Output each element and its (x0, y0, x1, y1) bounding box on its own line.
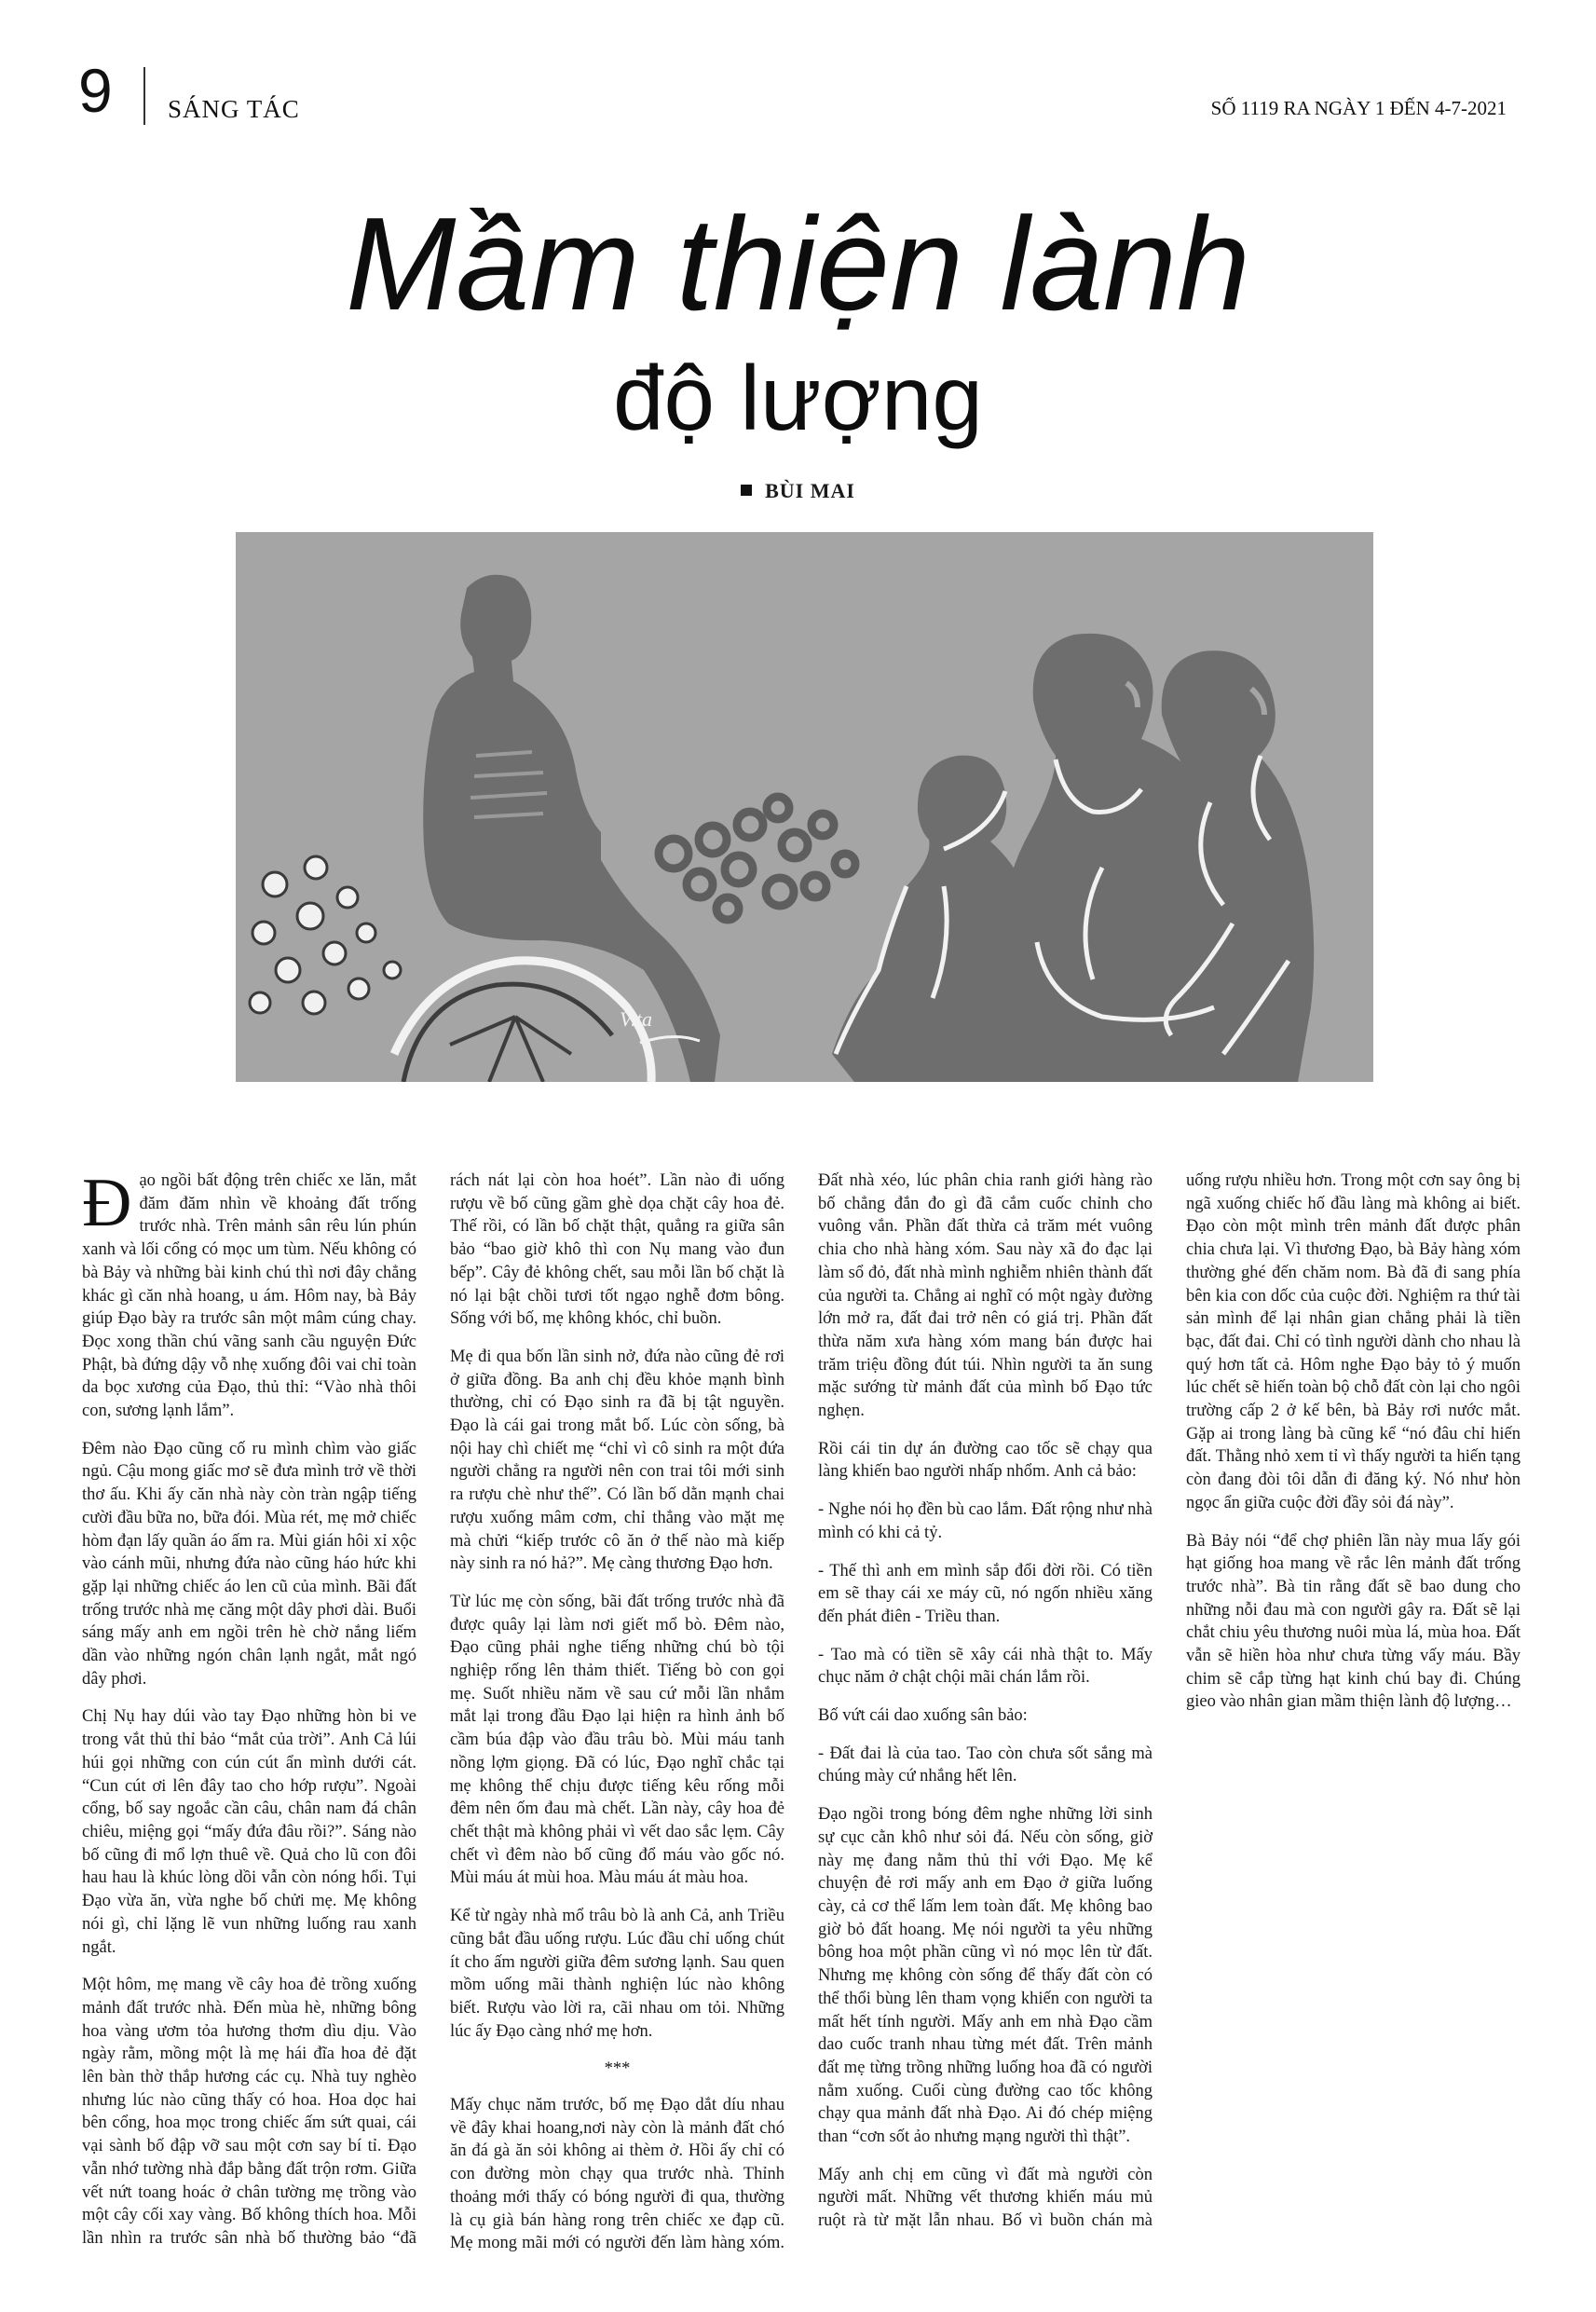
article-paragraph: Mẹ đi qua bốn lần sinh nở, đứa nào cũng đẻ rơi ở giữa đồng. Ba anh chị đều khỏe mạnh bình thường, chỉ có Đạo sinh ra đã bị tật nguyền. Đạo là cái gai trong mắt bố. Lúc còn sống, bà nội hay chì chiết mẹ “chỉ vì cô sinh ra một đứa người chẳng ra người nên con trai tôi mới sinh ra rượu chè như thế”. Có lần bố dằn mạnh chai rượu xuống mâm cơm, chỉ thẳng vào mặt mẹ mà chửi “kiếp trước cô ăn ở thế nào mà kiếp này sinh ra nó hả?”. Mẹ càng thương Đạo hơn. (450, 1347, 784, 1574)
article-paragraph: Một hôm, mẹ mang về cây hoa đẻ trồng xuống mảnh đất trước nhà. Đến mùa hè, những bông hoa vàng ươm tỏa hương thơm dìu dịu. Vào ngày rằm, mồng một là mẹ hái đĩa hoa đẻ đặt lên bàn thờ thắp hương các cụ. Nhà tuy nghèo nhưng lúc nào cũng thấy có hoa. Hoa dọc hai bên cổng, hoa mọc trong chiếc ấm sứt quai, cái vại sành bố đập vỡ sau một cơn say bí tỉ. Đạo vẫn nhớ tường nhà đắp bằng đất trộn rơm. Giữa vết nứt toang hoác ở chân tường mẹ trồng vào một cây cối xay vàng. Bố không thích hoa. Mỗi lần nhìn ra trước sân nhà bố thường bảo “đã rách nát lại còn hoa hoét”. Lần nào đi uống rượu về bố cũng gầm ghè dọa chặt cây hoa đẻ. Thế rồi, có lần bố chặt thật, quẳng ra giữa sân bảo “bao giờ khô thì con Nụ mang vào đun bếp”. Cây đẻ không chết, sau mỗi lần bố chặt là nó lại bật chồi tươi tốt ngạo nghễ đơm bông. Sống với bố, mẹ không khóc, chỉ buồn. (82, 1171, 784, 2248)
section-label: SÁNG TÁC (168, 95, 300, 123)
header-divider (143, 67, 145, 125)
issue-info: SỐ 1119 RA NGÀY 1 ĐẾN 4-7-2021 (1210, 97, 1507, 119)
article-body (82, 1165, 1521, 2255)
article-title-line-1: Mầm thiện lành (346, 190, 1250, 338)
article-paragraph: Mấy anh chị em cũng vì đất mà người còn người mất. Những vết thương khiến máu mủ ruột rà từ mặt lẫn nhau. Bố vì buồn chán mà uống rượu nhiều hơn. Trong một cơn say ông bị ngã xuống chiếc hố đầu làng mà không ai biết. Đạo còn một mình trên mảnh đất được phân chia chưa lại. Vì thương Đạo, bà Bảy hàng xóm thường ghé đến chăm nom. Bà đã đi sang phía bên kia con dốc của cuộc đời. Nghiệm ra thứ tài sản mình để lại nhân gian chẳng phải là tiền bạc, đất đai. Chỉ có tình người dành cho nhau là quý hơn tất cả. Hôm nghe Đạo bảy tỏ ý muốn lúc chết sẽ hiến toàn bộ chỗ đất còn lại cho ngôi trường cấp 2 ở kế bên, bà Bảy rơi nước mắt. Gặp ai trong làng bà cũng kể “nó đâu chỉ hiến đất. Thằng nhỏ xem tỉ vì thấy người ta hiến tạng còn đang đòi tôi dẫn đi đăng ký. Nó như hòn ngọc ẩn giữa cuộc đời đầy sỏi đá này”. (818, 1171, 1521, 2231)
dialogue-line: - Tao mà có tiền sẽ xây cái nhà thật to. Mấy chục năm ở chật chội mãi chán lắm rồi. (818, 1645, 1153, 1688)
byline-square-icon (741, 485, 752, 496)
article-paragraph: Bố vứt cái dao xuống sân bảo: (818, 1706, 1028, 1726)
article-title-line-2: độ lượng (613, 347, 983, 449)
article-paragraph: Chị Nụ hay dúi vào tay Đạo những hòn bi ve trong vắt thủ thỉ bảo “mắt của trời”. Anh Cả lúi húi gọi những con cún cút ẩn mình dưới cát. “Cun cút ơi lên đây tao cho hớp rượu”. Ngoài cổng, bố say ngoắc cần câu, chân nam đá chân chiêu, miệng gọi “mấy đứa đâu rồi?”. Sáng nào bố cũng đi mổ lợn thuê về. Quả cho lũ con đôi hau hau là khúc lòng dồi vẫn còn nóng hổi. Tụi Đạo vừa ăn, vừa nghe bố chửi mẹ. Mẹ không nói gì, chỉ lặng lẽ vun những luống rau xanh ngắt. (82, 1707, 416, 1957)
artist-signature: Vita (620, 1007, 653, 1031)
byline (0, 479, 1596, 503)
dialogue-line: - Nghe nói họ đền bù cao lắm. Đất rộng như nhà mình có khi cả tỷ. (818, 1500, 1153, 1542)
article-paragraph: Đạo ngồi trong bóng đêm nghe những lời sinh sự cục cằn khô như sỏi đá. Nếu còn sống, giờ này mẹ đang nằm thủ thỉ với Đạo. Mẹ kể chuyện đẻ rơi mấy anh em Đạo ở giữa luống cày, cả cơ thể lấm lem toàn đất. Mẹ không bao giờ bỏ đất hoang. Mẹ nói người ta yêu những bông hoa một phần cũng vì nó mọc lên từ đất. Nhưng mẹ không còn sống để thấy đất còn có thể thổi bùng lên tham vọng khiến con người ta mất hết tính người. Mấy anh em nhà Đạo cầm dao cuốc tranh nhau từng mét đất. Trên mảnh đất mẹ từng trồng những luống hoa đã có người nằm xuống. Cuối cùng đường cao tốc không chạy qua mảnh đất nhà Đạo. Ai đó chép miệng than “cơn sốt ảo nhưng mạng người thì thật”. (818, 1805, 1153, 2147)
drop-cap: Đ (82, 1165, 132, 1241)
article-paragraph: Rồi cái tin dự án đường cao tốc sẽ chạy qua làng khiến bao người nhấp nhổm. Anh cả bảo: (818, 1439, 1153, 1482)
article-paragraph: Mấy chục năm trước, bố mẹ Đạo dắt díu nhau về đây khai hoang,nơi này còn là mảnh đất chó ăn đá gà ăn sỏi không ai thèm ở. Hồi ấy chỉ có con đường mòn chạy qua trước nhà. Thỉnh thoảng mới thấy có bóng người đi qua, thường là cụ già bán hàng rong trên chiếc xe đạp cũ. Mẹ mong mãi mới có người đến làm hàng xóm. Đất nhà xéo, lúc phân chia ranh giới hàng rào bố chẳng đắn đo gì đã cắm cuốc chỉnh cho vuông vắn. Phần đất thừa cả trăm mét vuông chia cho nhà hàng xóm. Sau này xã đo đạc lại làm sổ đỏ, đất nhà mình nghiễm nhiên thành đất của người ta. Chẳng ai nghĩ có một ngày đường lớn mở ra, đất đai trở nên có giá trị. Phần đất thừa năm xưa hàng xóm mang bán được hai trăm triệu đồng đút túi. Nhìn người ta ăn sung mặc sướng từ mảnh đất của mình bố Đạo tức nghẹn. (450, 1171, 1153, 2253)
dialogue-line: - Đất đai là của tao. Tao còn chưa sốt sắng mà chúng mày cứ nhắng hết lên. (818, 1744, 1153, 1786)
dialogue-line: - Thế thì anh em mình sắp đổi đời rồi. Có tiền em sẽ thay cái xe máy cũ, nó ngốn nhiều xăng đến phát điên - Triều than. (818, 1561, 1153, 1626)
author-name: BÙI MAI (765, 479, 855, 502)
article-paragraph: Từ lúc mẹ còn sống, bãi đất trống trước nhà đã được quây lại làm nơi giết mổ bò. Đêm nào, Đạo cũng phải nghe tiếng những chú bò tội nghiệp rống lên thảm thiết. Tiếng bò con gọi mẹ. Suốt nhiều năm về sau cứ mỗi lần nhắm mắt lại trong đầu Đạo lại hiện ra hình ảnh bố cầm búa đập vào đầu trâu bò. Mùi máu tanh nồng lợm giọng. Đã có lúc, Đạo nghĩ chắc tại mẹ không thể chịu được tiếng kêu rống mỗi đêm nên ốm đau mà chết. Lần này, cây hoa đẻ chết thật mà không phải vì vết dao sắc lẹm. Cây chết vì đêm nào bố cũng đổ máu vào gốc nó. Mùi máu át mùi hoa. Màu máu át màu hoa. (450, 1592, 784, 1888)
page-number: 9 (78, 56, 113, 125)
article-paragraph-1: Đạo ngồi bất động trên chiếc xe lăn, mắt đăm đăm nhìn về khoảng đất trống trước nhà. Trên mảnh sân rêu lún phún xanh và lối cổng có mọc um tùm. Nếu không có bà Bảy và những bài kinh chú thì nơi đây chẳng khác gì căn nhà hoang, u ám. Hôm nay, bà Bảy giúp Đạo bày ra trước sân một mâm cúng chay. Đọc xong thần chú vãng sanh cầu nguyện Đức Phật, bà đứng dậy vỗ nhẹ xuống đôi vai chỉ toàn da bọc xương của Đạo, thủ thỉ: “Vào nhà thôi con, sương lạnh lắm”. (82, 1165, 416, 1421)
article-paragraph: Kể từ ngày nhà mổ trâu bò là anh Cả, anh Triều cũng bắt đầu uống rượu. Lúc đầu chỉ uống chút ít cho ấm người giữa đêm sương lạnh. Sau quen mồm uống mãi thành nghiện lúc nào không biết. Rượu vào lời ra, cãi nhau om tỏi. Những lúc ấy Đạo càng nhớ mẹ hơn. (450, 1907, 784, 2041)
article-illustration (236, 532, 1373, 1082)
article-paragraph: Đêm nào Đạo cũng cố ru mình chìm vào giấc ngủ. Cậu mong giấc mơ sẽ đưa mình trở về thời thơ ấu. Khi ấy căn nhà này còn tràn ngập tiếng cười đầu bữa no, bữa đói. Mùa rét, mẹ mở chiếc hòm đạn lấy quần áo ấm ra. Mùi gián hôi xỉ xộc vào cánh mũi, nhưng đứa nào cũng háo hức khi gặp lại những chiếc áo len cũ của mình. Bãi đất trống trước nhà mẹ căng một dây phơi dài. Buổi sáng mấy anh em ngồi trên hè chờ nắng liếm dần vào những ngón chân lạnh ngắt, mắt ngó dây phơi. (82, 1439, 416, 1689)
section-separator: *** (604, 2059, 631, 2079)
article-paragraph: Bà Bảy nói “để chợ phiên lần này mua lấy gói hạt giống hoa mang về rắc lên mảnh đất trống trước nhà”. Bà tin rằng đất sẽ bao dung cho những nỗi đau mà con người gây ra. Đất sẽ lại chắt chiu yêu thương nuôi mùa lá, mùa hoa. Đất vẫn sẽ hiền hòa như chưa từng vấy máu. Bầy chim sẽ cắp từng hạt kinh chú bay đi. Chúng gieo vào nhân gian mầm thiện lành độ lượng… (1186, 1531, 1521, 1712)
